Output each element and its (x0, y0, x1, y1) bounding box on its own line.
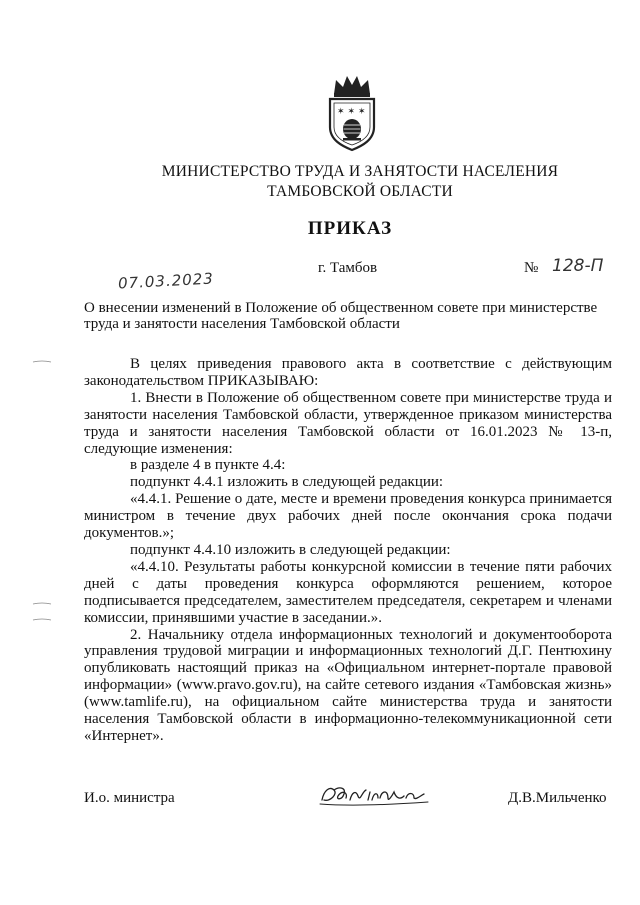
number-sign: № (524, 260, 539, 276)
coat-of-arms-emblem (324, 72, 380, 152)
paragraph-subitem-4-4-10: подпункт 4.4.10 изложить в следующей редакции: (130, 541, 451, 558)
paragraph-preamble: В целях приведения правового акта в соответствие с действующим законодательством ПРИКАЗЫВАЮ: (84, 356, 612, 389)
paragraph-subitem-4-4-1: подпункт 4.4.1 изложить в следующей редакции: (130, 474, 444, 491)
ministry-name-line1: МИНИСТЕРСТВО ТРУДА И ЗАНЯТОСТИ НАСЕЛЕНИЯ (161, 163, 559, 180)
margin-scan-mark (32, 602, 52, 606)
margin-scan-mark (32, 360, 52, 364)
signatory-title: И.о. министра (84, 790, 175, 806)
paragraph-quote-4-4-1: «4.4.1. Решение о дате, месте и времени проведения конкурса принимается министром в течение двух рабочих дней после окончания срока подачи документов.»; (84, 491, 612, 542)
handwritten-signature (316, 780, 434, 810)
document-body (84, 356, 612, 745)
paragraph-item-1: 1. Внести в Положение об общественном совете при министерстве труда и занятости населения Тамбовской области, утвержденное приказом министерства труда и занятости населения Тамбовской области от 16.01.2023 № 13-п, следующие изменения: (84, 389, 612, 457)
document-type-title: ПРИКАЗ (307, 218, 393, 239)
ministry-name-line2: ТАМБОВСКОЙ ОБЛАСТИ (267, 183, 453, 200)
svg-text:✶: ✶ (337, 107, 345, 117)
paragraph-quote-4-4-10: «4.4.10. Результаты работы конкурсной комиссии в течение пяти рабочих дней с даты проведения конкурса оформляются решением, которое подписывается председателем, заместителем председателя, секретарем и членами комиссии, принявшими участие в заседании.». (84, 558, 612, 626)
handwritten-order-number: 128-П (552, 256, 604, 276)
handwritten-date: 07.03.2023 (117, 269, 215, 293)
margin-scan-mark (32, 618, 52, 622)
city-label: г. Тамбов (318, 260, 378, 276)
signatory-name: Д.В.Мильченко (508, 790, 607, 806)
paragraph-item-2: 2. Начальнику отдела информационных технологий и документооборота управления трудовой миграции и информационных технологий Д.Г. Пентюхину опубликовать настоящий приказ на «Официальном интернет-портале правовой информации» (www.pravo.gov.ru), на сайте сетевого издания «Тамбовская жизнь» (www.tamlife.ru), на официальном сайте министерства труда и занятости населения Тамбовской области в информационно-телекоммуникационной сети «Интернет». (84, 626, 612, 744)
paragraph-section-4: в разделе 4 в пункте 4.4: (130, 457, 286, 474)
svg-text:✶: ✶ (347, 107, 356, 117)
svg-text:✶: ✶ (358, 107, 366, 117)
document-subject: О внесении изменений в Положение об общественном совете при министерстве труда и занятости населения Тамбовской области (84, 300, 598, 332)
